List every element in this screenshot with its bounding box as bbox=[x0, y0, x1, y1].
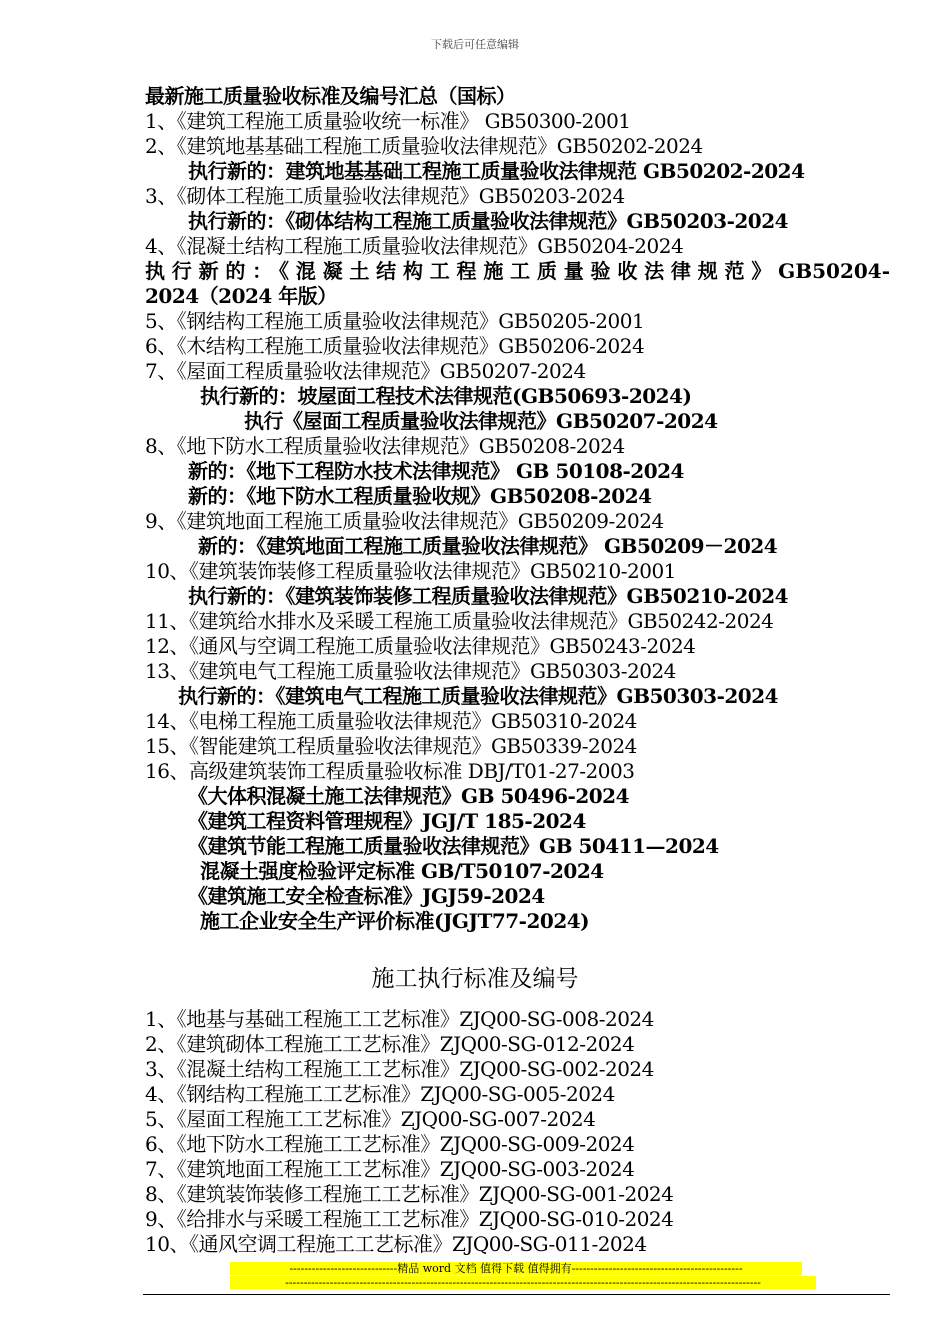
list-item: 16、高级建筑装饰工程质量验收标准 DBJ/T01-27-2003 bbox=[145, 759, 635, 783]
list-item: 5、《钢结构工程施工质量验收法律规范》GB50205-2001 bbox=[145, 309, 645, 333]
note-item: 新的：《地下防水工程质量验收规》GB50208-2024 bbox=[188, 484, 652, 508]
extra-standard: 施工企业安全生产评价标准(JGJT77-2024) bbox=[200, 909, 590, 933]
list-item: 2、《建筑砌体工程施工工艺标准》ZJQ00-SG-012-2024 bbox=[145, 1032, 635, 1056]
list-item: 13、《建筑电气工程施工质量验收法律规范》GB50303-2024 bbox=[145, 659, 676, 683]
footer-dashes: -------------------------------------------------------------------------------------------------------------------------------- bbox=[230, 1276, 816, 1289]
list-item: 3、《混凝土结构工程施工工艺标准》ZJQ00-SG-002-2024 bbox=[145, 1057, 654, 1081]
list-item: 10、《建筑装饰装修工程质量验收法律规范》GB50210-2001 bbox=[145, 559, 676, 583]
footer-banner: -----------------------------精品 word 文档 值得下载 值得拥有---------------------------------------------- bbox=[230, 1262, 802, 1275]
list-item: 1、《地基与基础工程施工工艺标准》ZJQ00-SG-008-2024 bbox=[145, 1007, 654, 1031]
extra-standard: 《建筑工程资料管理规程》JGJ/T 185-2024 bbox=[188, 809, 586, 833]
extra-standard: 《建筑节能工程施工质量验收法律规范》GB 50411—2024 bbox=[188, 834, 719, 858]
note-item: 执行新的：《混凝土结构工程施工质量验收法律规范》GB50204- bbox=[145, 259, 890, 283]
list-item: 4、《混凝土结构工程施工质量验收法律规范》GB50204-2024 bbox=[145, 234, 684, 258]
list-item: 15、《智能建筑工程质量验收法律规范》GB50339-2024 bbox=[145, 734, 637, 758]
footer-divider bbox=[143, 1294, 890, 1295]
section2-title: 施工执行标准及编号 bbox=[371, 966, 579, 992]
note-item: 执行新的：《建筑电气工程施工质量验收法律规范》GB50303-2024 bbox=[178, 684, 779, 708]
list-item: 8、《建筑装饰装修工程施工工艺标准》ZJQ00-SG-001-2024 bbox=[145, 1182, 674, 1206]
extra-standard: 《大体积混凝土施工法律规范》GB 50496-2024 bbox=[188, 784, 629, 808]
list-item: 6、《木结构工程施工质量验收法律规范》GB50206-2024 bbox=[145, 334, 645, 358]
list-item: 2、《建筑地基基础工程施工质量验收法律规范》GB50202-2024 bbox=[145, 134, 703, 158]
list-item: 5、《屋面工程施工工艺标准》ZJQ00-SG-007-2024 bbox=[145, 1107, 596, 1131]
list-item: 11、《建筑给水排水及采暖工程施工质量验收法律规范》GB50242-2024 bbox=[145, 609, 774, 633]
list-item: 12、《通风与空调工程施工质量验收法律规范》GB50243-2024 bbox=[145, 634, 696, 658]
list-item: 10、《通风空调工程施工工艺标准》ZJQ00-SG-011-2024 bbox=[145, 1232, 647, 1256]
list-item: 8、《地下防水工程质量验收法律规范》GB50208-2024 bbox=[145, 434, 625, 458]
list-item: 1、《建筑工程施工质量验收统一标准》 GB50300-2001 bbox=[145, 109, 631, 133]
note-item: 执行新的：《建筑装饰装修工程质量验收法律规范》GB50210-2024 bbox=[188, 584, 789, 608]
list-item: 7、《屋面工程质量验收法律规范》GB50207-2024 bbox=[145, 359, 586, 383]
note-item-continued: 2024（2024 年版） bbox=[145, 284, 337, 308]
list-item: 6、《地下防水工程施工工艺标准》ZJQ00-SG-009-2024 bbox=[145, 1132, 635, 1156]
list-item: 9、《给排水与采暖工程施工工艺标准》ZJQ00-SG-010-2024 bbox=[145, 1207, 674, 1231]
note-item: 执行新的：建筑地基基础工程施工质量验收法律规范 GB50202-2024 bbox=[188, 159, 805, 183]
note-item: 执行新的：《砌体结构工程施工质量验收法律规范》GB50203-2024 bbox=[188, 209, 789, 233]
list-item: 9、《建筑地面工程施工质量验收法律规范》GB50209-2024 bbox=[145, 509, 664, 533]
note-item: 执行新的：坡屋面工程技术法律规范(GB50693-2024) bbox=[200, 384, 692, 408]
list-item: 3、《砌体工程施工质量验收法律规范》GB50203-2024 bbox=[145, 184, 625, 208]
note-item: 执行《屋面工程质量验收法律规范》GB50207-2024 bbox=[244, 409, 718, 433]
note-item: 新的：《地下工程防水技术法律规范》 GB 50108-2024 bbox=[188, 459, 684, 483]
extra-standard: 混凝土强度检验评定标准 GB/T50107-2024 bbox=[200, 859, 604, 883]
extra-standard: 《建筑施工安全检查标准》JGJ59-2024 bbox=[188, 884, 545, 908]
list-item: 7、《建筑地面工程施工工艺标准》ZJQ00-SG-003-2024 bbox=[145, 1157, 635, 1181]
list-item: 4、《钢结构工程施工工艺标准》ZJQ00-SG-005-2024 bbox=[145, 1082, 615, 1106]
note-item: 新的：《建筑地面工程施工质量验收法律规范》 GB50209－2024 bbox=[198, 534, 778, 558]
header-note: 下载后可任意编辑 bbox=[431, 38, 519, 51]
section1-title: 最新施工质量验收标准及编号汇总（国标） bbox=[145, 84, 516, 108]
list-item: 14、《电梯工程施工质量验收法律规范》GB50310-2024 bbox=[145, 709, 637, 733]
